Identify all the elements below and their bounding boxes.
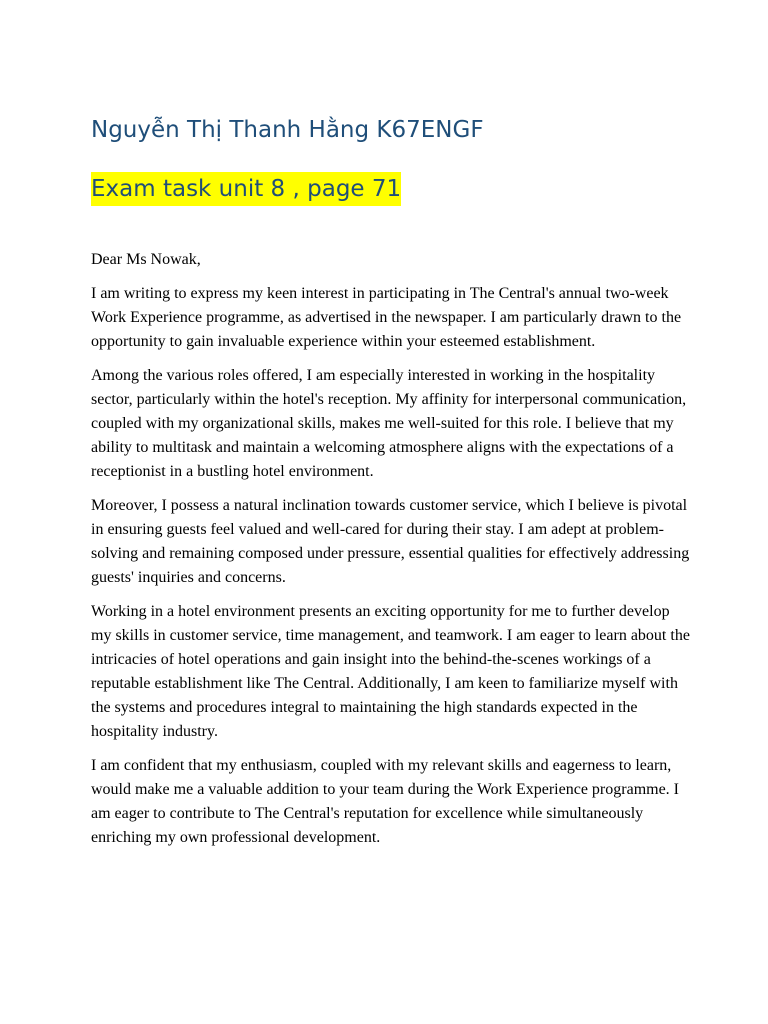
letter-paragraph: I am writing to express my keen interest in participating in The Central's annual two-week Work Experience programme, as advertised in the newspaper. I am particularly drawn to the opportunity to gain invaluable experience within your esteemed establishment. [91,285,682,350]
author-heading: Nguyễn Thị Thanh Hằng K67ENGF [91,117,484,143]
letter-paragraph: I am confident that my enthusiasm, coupled with my relevant skills and eagerness to learn, would make me a valuable addition to your team during the Work Experience programme. I am eager to contribute to The Central's reputation for excellence while simultaneously enriching my own professional development. [91,757,680,846]
letter-paragraph: Moreover, I possess a natural inclination towards customer service, which I believe is pivotal in ensuring guests feel valued and well-cared for during their stay. I am adept at problem-solving and remaining composed under pressure, essential qualities for effectively addressing guests' inquiries and concerns. [91,497,690,586]
letter-paragraph: Working in a hotel environment presents an exciting opportunity for me to further develop my skills in customer service, time management, and teamwork. I am eager to learn about the intricacies of hotel operations and gain insight into the behind-the-scenes workings of a reputable establishment like The Central. Additionally, I am keen to familiarize myself with the systems and procedures integral to maintaining the high standards expected in the hospitality industry. [91,603,690,740]
letter-body [91,248,691,860]
letter-paragraph: Among the various roles offered, I am especially interested in working in the hospitality sector, particularly within the hotel's reception. My affinity for interpersonal communication, coupled with my organizational skills, makes me well-suited for this role. I believe that my ability to multitask and maintain a welcoming atmosphere aligns with the expectations of a receptionist in a bustling hotel environment. [91,367,687,480]
task-heading: Exam task unit 8 , page 71 [91,172,401,206]
letter-salutation: Dear Ms Nowak, [91,251,201,268]
